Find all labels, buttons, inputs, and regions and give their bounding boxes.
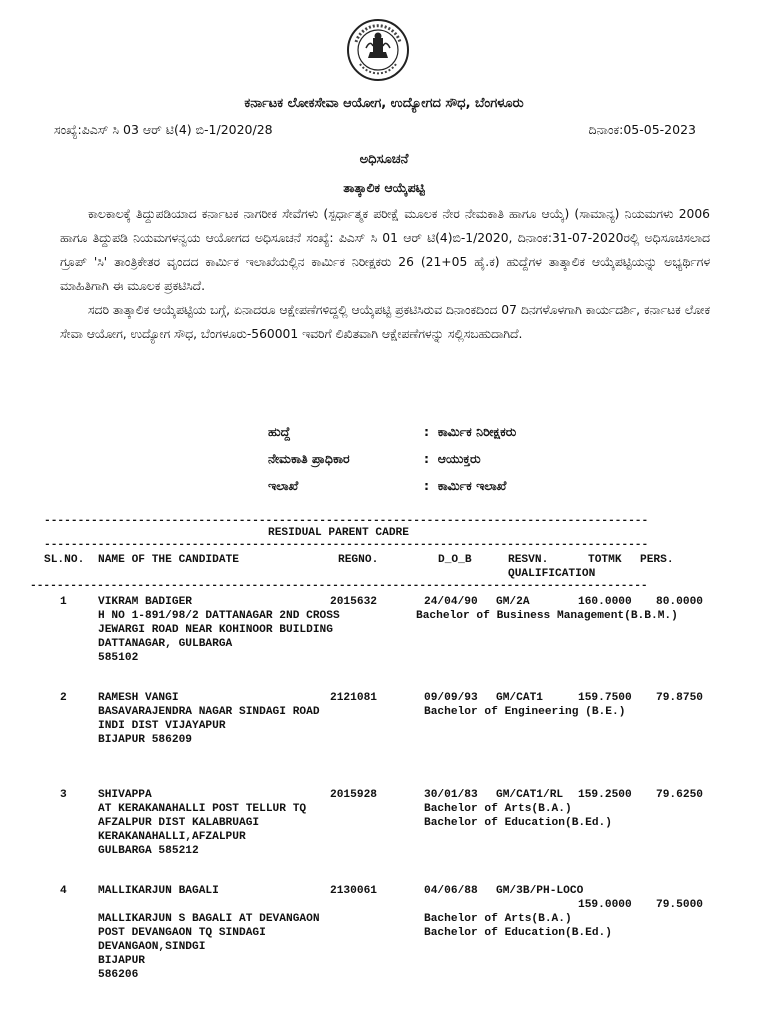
notice-body <box>60 202 710 346</box>
divider: -------------------------------------------------------------------------------------------- <box>30 580 648 592</box>
row-sl: 4 <box>60 885 67 897</box>
department-label: ಇಲಾಖೆ <box>268 478 299 493</box>
row-qualification: Bachelor of Engineering (B.E.) <box>424 706 626 718</box>
row-address-line: POST DEVANGAON TQ SINDAGI <box>98 927 266 939</box>
appointing-authority-value: : ಆಯುಕ್ತರು <box>424 451 481 466</box>
col-dob: D_O_B <box>438 554 472 566</box>
row-address-line: GULBARGA 585212 <box>98 845 199 857</box>
row-dob: 24/04/90 <box>424 596 478 608</box>
row-name: MALLIKARJUN BAGALI <box>98 885 219 897</box>
post-value: : ಕಾರ್ಮಿಕ ನಿರೀಕ್ಷಕರು <box>424 424 517 439</box>
row-address-line: KERAKANAHALLI,AFZALPUR <box>98 831 246 843</box>
row-totmk: 159.2500 <box>578 789 632 801</box>
row-resvn: GM/CAT1 <box>496 692 543 704</box>
notice-paragraph-1: ಕಾಲಕಾಲಕ್ಕೆ ತಿದ್ದುಪಡಿಯಾದ ಕರ್ನಾಟಕ ನಾಗರೀಕ ಸೇವೆಗಳು (ಸ್ಪರ್ಧಾತ್ಮಕ ಪರೀಕ್ಷೆ ಮೂಲಕ ನೇರ ನೇಮಕಾತಿ ಹಾಗೂ ಆಯ್ಕೆ) (ಸಾಮಾನ್ಯ) ನಿಯಮಗಳು 2006 ಹಾಗೂ ತಿದ್ದುಪಡಿ ನಿಯಮಗಳನ್ವಯ ಆಯೋಗದ ಅಧಿಸೂಚನೆ ಸಂಖ್ಯೆ: ಪಿಎಸ್ ಸಿ 01 ಆರ್ ಟಿ(4)ಬಿ-1/2020, ದಿನಾಂಕ:31-07-2020ರಲ್ಲಿ ಅಧಿಸೂಚಿಸಲಾದ ಗ್ರೂಪ್ 'ಸಿ' ತಾಂತ್ರಿಕೇತರ ವೃಂದದ ಕಾರ್ಮಿಕ ಇಲಾಖೆಯಲ್ಲಿನ ಕಾರ್ಮಿಕ ನಿರೀಕ್ಷಕರು 26 (21+05 ಹೈ.ಕ) ಹುದ್ದೆಗಳ ತಾತ್ಕಾಲಿಕ ಆಯ್ಕೆಪಟ್ಟಿಯನ್ನು ಅಭ್ಯರ್ಥಿಗಳ ಮಾಹಿತಿಗಾಗಿ ಈ ಮೂಲಕ ಪ್ರಕಟಿಸಿದೆ. <box>60 207 710 293</box>
divider: ------------------------------------------------------------------------------------------ <box>44 539 649 551</box>
section-title: RESIDUAL PARENT CADRE <box>268 527 409 539</box>
row-dob: 30/01/83 <box>424 789 478 801</box>
row-qualification: Bachelor of Arts(B.A.) <box>424 803 572 815</box>
row-address-line: AT KERAKANAHALLI POST TELLUR TQ <box>98 803 307 815</box>
col-qualification: QUALIFICATION <box>508 568 596 580</box>
row-resvn: GM/3B/PH-LOCO <box>496 885 584 897</box>
commission-title: ಕರ್ನಾಟಕ ಲೋಕಸೇವಾ ಆಯೋಗ, ಉದ್ಯೋಗದ ಸೌಧ, ಬೆಂಗಳೂರು <box>244 96 524 111</box>
row-address-line: MALLIKARJUN S BAGALI AT DEVANGAON <box>98 913 320 925</box>
row-pers: 80.0000 <box>656 596 703 608</box>
reference-number: ಸಂಖ್ಯೆ:ಪಿಎಸ್ ಸಿ 03 ಆರ್ ಟಿ(4) ಬಿ-1/2020/28 <box>54 122 273 137</box>
col-resvn: RESVN. <box>508 554 549 566</box>
department-value: : ಕಾರ್ಮಿಕ ಇಲಾಖೆ <box>424 478 507 493</box>
row-sl: 1 <box>60 596 67 608</box>
row-name: VIKRAM BADIGER <box>98 596 192 608</box>
col-pers: PERS. <box>640 554 674 566</box>
divider: ------------------------------------------------------------------------------------------ <box>44 515 649 527</box>
notice-date: ದಿನಾಂಕ:05-05-2023 <box>588 122 696 137</box>
row-totmk: 159.0000 <box>578 899 632 911</box>
row-regno: 2015928 <box>330 789 377 801</box>
row-resvn: GM/CAT1/RL <box>496 789 564 801</box>
row-sl: 2 <box>60 692 67 704</box>
row-dob: 04/06/88 <box>424 885 478 897</box>
row-address-line: BIJAPUR <box>98 955 145 967</box>
col-totmk: TOTMK <box>588 554 622 566</box>
row-name: SHIVAPPA <box>98 789 152 801</box>
row-qualification: Bachelor of Education(B.Ed.) <box>424 927 612 939</box>
row-pers: 79.6250 <box>656 789 703 801</box>
col-regno: REGNO. <box>338 554 379 566</box>
appointing-authority-label: ನೇಮಕಾತಿ ಪ್ರಾಧಿಕಾರ <box>268 451 350 466</box>
row-sl: 3 <box>60 789 67 801</box>
row-qualification: Bachelor of Education(B.Ed.) <box>424 817 612 829</box>
row-regno: 2015632 <box>330 596 377 608</box>
row-address-line: AFZALPUR DIST KALABRUAGI <box>98 817 260 829</box>
row-qualification: Bachelor of Business Management(B.B.M.) <box>416 610 678 622</box>
row-address-line: BASAVARAJENDRA NAGAR SINDAGI ROAD <box>98 706 320 718</box>
row-address-line: BIJAPUR 586209 <box>98 734 192 746</box>
post-label: ಹುದ್ದೆ <box>268 424 291 439</box>
row-pers: 79.8750 <box>656 692 703 704</box>
row-address-line: DATTANAGAR, GULBARGA <box>98 638 233 650</box>
col-slno: SL.NO. <box>44 554 85 566</box>
row-pers: 79.5000 <box>656 899 703 911</box>
row-dob: 09/09/93 <box>424 692 478 704</box>
row-qualification: Bachelor of Arts(B.A.) <box>424 913 572 925</box>
row-address-line: DEVANGAON,SINDGI <box>98 941 206 953</box>
row-name: RAMESH VANGI <box>98 692 179 704</box>
row-address-line: H NO 1-891/98/2 DATTANAGAR 2ND CROSS <box>98 610 340 622</box>
row-resvn: GM/2A <box>496 596 530 608</box>
row-regno: 2130061 <box>330 885 377 897</box>
col-name: NAME OF THE CANDIDATE <box>98 554 239 566</box>
row-address-line: 586206 <box>98 969 139 981</box>
row-totmk: 160.0000 <box>578 596 632 608</box>
notification-heading: ಅಧಿಸೂಚನೆ <box>359 152 409 167</box>
row-totmk: 159.7500 <box>578 692 632 704</box>
notice-paragraph-2: ಸದರಿ ತಾತ್ಕಾಲಿಕ ಆಯ್ಕೆಪಟ್ಟಿಯ ಬಗ್ಗೆ, ಏನಾದರೂ ಆಕ್ಷೇಪಣೆಗಳಿದ್ದಲ್ಲಿ ಆಯ್ಕೆಪಟ್ಟಿ ಪ್ರಕಟಿಸಿರುವ ದಿನಾಂಕದಿಂದ 07 ದಿನಗಳೊಳಗಾಗಿ ಕಾರ್ಯದರ್ಶಿ, ಕರ್ನಾಟಕ ಲೋಕ ಸೇವಾ ಆಯೋಗ, ಉದ್ಯೋಗ ಸೌಧ, ಬೆಂಗಳೂರು-560001 ಇವರಿಗೆ ಲಿಖಿತವಾಗಿ ಆಕ್ಷೇಪಣೆಗಳನ್ನು ಸಲ್ಲಿಸಬಹುದಾಗಿದೆ. <box>60 303 710 341</box>
row-address-line: INDI DIST VIJAYAPUR <box>98 720 226 732</box>
provisional-list-heading: ತಾತ್ಕಾಲಿಕ ಆಯ್ಕೆಪಟ್ಟಿ <box>343 180 425 195</box>
row-address-line: JEWARGI ROAD NEAR KOHINOOR BUILDING <box>98 624 333 636</box>
government-emblem <box>346 18 410 82</box>
row-address-line: 585102 <box>98 652 139 664</box>
row-regno: 2121081 <box>330 692 377 704</box>
